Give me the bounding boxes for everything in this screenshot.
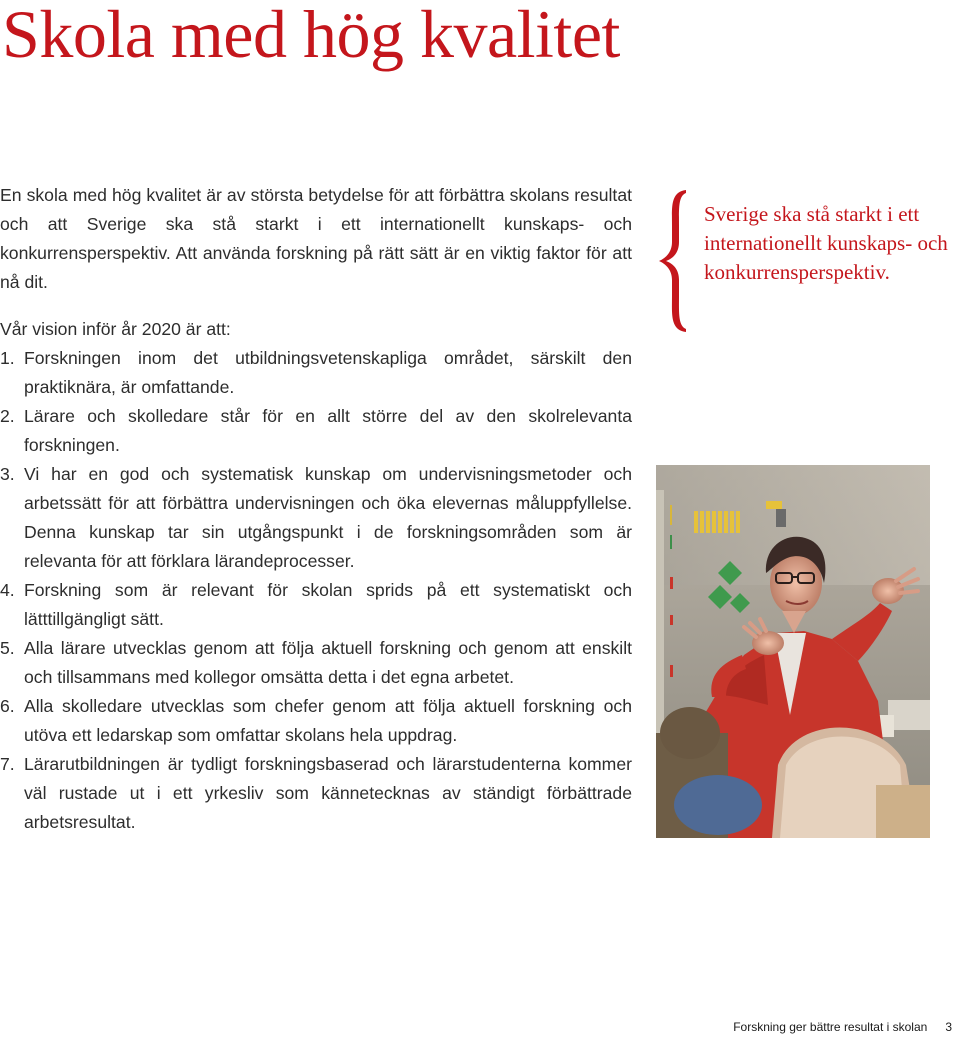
list-item [0, 460, 632, 576]
footer-label: Forskning ger bättre resultat i skolan [733, 1020, 928, 1034]
list-item-number: 3. [0, 464, 15, 484]
list-item-text: Alla skolledare utvecklas som chefer genom att följa aktuell forskning och utöva ett ledarskap som omfattar skolans hela uppdrag. [24, 696, 632, 745]
list-item-text: Forskningen inom det utbildningsvetenskapliga området, särskilt den praktiknära, är omfattande. [24, 348, 632, 397]
list-item [0, 692, 632, 750]
list-item-text: Lärare och skolledare står för en allt större del av den skolrelevanta forskningen. [24, 406, 632, 455]
main-text-column [0, 181, 632, 837]
page-number: 3 [945, 1020, 952, 1034]
vision-heading: Vår vision inför år 2020 är att: [0, 319, 231, 339]
list-item-text: Alla lärare utvecklas genom att följa aktuell forskning och genom att enskilt och tillsammans med kollegor omsätta detta i det egna arbetet. [24, 638, 632, 687]
list-item-number: 2. [0, 406, 15, 426]
list-item-text: Forskning som är relevant för skolan sprids på ett systematiskt och lätttillgängligt sätt. [24, 580, 632, 629]
list-item [0, 634, 632, 692]
classroom-teacher-photo [656, 465, 930, 838]
list-item-number: 6. [0, 696, 15, 716]
page-footer [733, 1019, 952, 1035]
list-item-text: Lärarutbildningen är tydligt forskningsbaserad och lärarstudenterna kommer väl rustade ut i ett yrkesliv som kännetecknas av ständigt förbättrade arbetsresultat. [24, 754, 632, 832]
page-title: Skola med hög kvalitet [2, 0, 620, 72]
list-item [0, 750, 632, 837]
list-item-number: 5. [0, 638, 15, 658]
intro-paragraph: En skola med hög kvalitet är av största betydelse för att förbättra skolans resultat och att Sverige ska stå starkt i ett internationellt kunskaps- och konkurrensperspektiv. Att använda forskning på rätt sätt är en viktig faktor för att nå dit. [0, 185, 632, 292]
list-item [0, 344, 632, 402]
list-item-number: 7. [0, 754, 15, 774]
list-item [0, 402, 632, 460]
vision-list [0, 344, 632, 837]
list-item-text: Vi har en god och systematisk kunskap om undervisningsmetoder och arbetssätt för att förbättra undervisningen och öka elevernas måluppfyllelse. Denna kunskap tar sin utgångspunkt i de forskningsområden som är relevanta för att förklara lärandeprocesser. [24, 464, 632, 571]
list-item-number: 4. [0, 580, 15, 600]
list-item-number: 1. [0, 348, 15, 368]
pull-quote-text: Sverige ska stå starkt i ett internationellt kunskaps- och konkurrensperspektiv. [704, 202, 948, 284]
left-curly-brace-icon [652, 186, 702, 336]
list-item [0, 576, 632, 634]
pull-quote [652, 186, 952, 336]
